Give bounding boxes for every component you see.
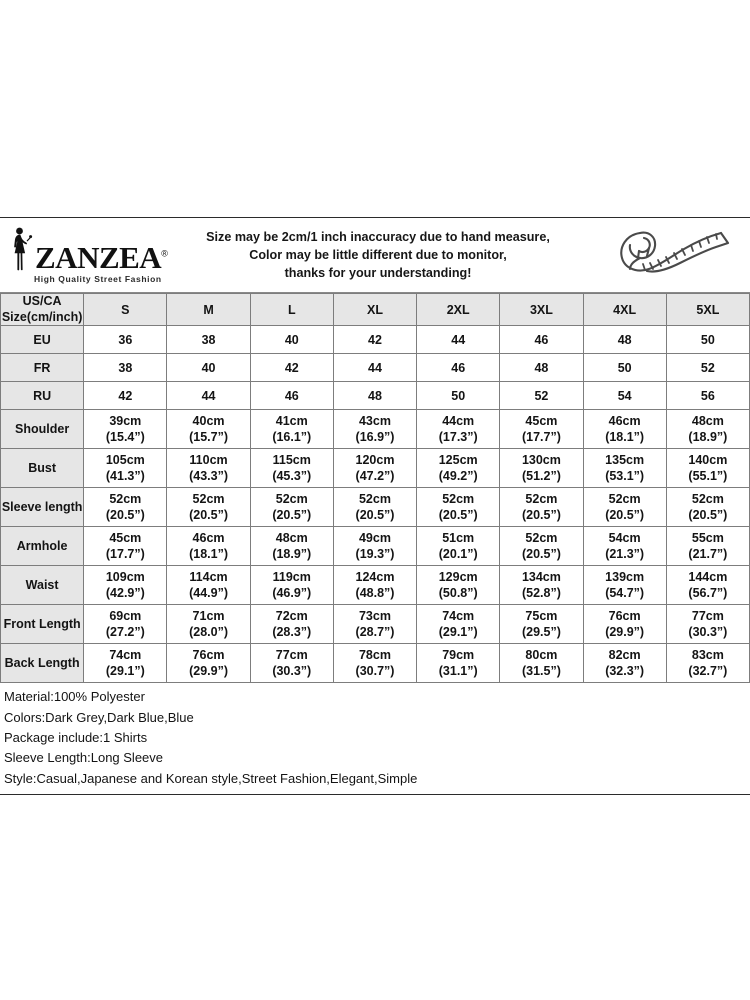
value-inch: (17.7”) — [105, 547, 145, 562]
cell-ru-xl: 48 — [333, 382, 416, 410]
row-label-ru: RU — [1, 382, 84, 410]
value-inch: (28.3”) — [272, 625, 312, 640]
value-inch: (31.1”) — [438, 664, 478, 679]
cell-armhole-l — [250, 527, 333, 566]
cell-ru-3xl: 52 — [500, 382, 583, 410]
cell-sleeve-4xl — [583, 488, 666, 527]
row-label-back-length: Back Length — [1, 644, 84, 683]
value-cm: 114cm — [189, 570, 228, 584]
value-inch: (17.3”) — [438, 430, 478, 445]
value-cm: 77cm — [275, 648, 308, 662]
value-inch: (21.7”) — [688, 547, 728, 562]
cell-fr-4xl: 50 — [583, 354, 666, 382]
value-inch: (28.7”) — [355, 625, 395, 640]
value-inch: (29.5”) — [521, 625, 561, 640]
cell-front-length-5xl — [666, 605, 749, 644]
cell-eu-m: 38 — [167, 326, 250, 354]
cell-shoulder-s — [84, 410, 167, 449]
value-inch: (56.7”) — [688, 586, 728, 601]
cell-bust-4xl — [583, 449, 666, 488]
spec-sleeve-length: Sleeve Length:Long Sleeve — [4, 750, 164, 766]
value-cm: 52cm — [109, 492, 142, 506]
value-cm: 130cm — [521, 453, 561, 467]
value-inch: (54.7”) — [605, 586, 645, 601]
value-inch: (53.1”) — [605, 469, 645, 484]
size-header-4xl: 4XL — [583, 294, 666, 326]
value-cm: 135cm — [605, 453, 645, 467]
value-inch: (41.3”) — [105, 469, 145, 484]
cell-back-length-2xl — [417, 644, 500, 683]
cell-eu-3xl: 46 — [500, 326, 583, 354]
cell-ru-m: 44 — [167, 382, 250, 410]
cell-fr-l: 42 — [250, 354, 333, 382]
value-cm: 52cm — [442, 492, 475, 506]
measuring-tape-icon — [616, 225, 734, 286]
size-header-s: S — [84, 294, 167, 326]
cell-shoulder-m — [167, 410, 250, 449]
value-cm: 75cm — [525, 609, 558, 623]
value-cm: 109cm — [105, 570, 145, 584]
cell-back-length-s — [84, 644, 167, 683]
cell-sleeve-l — [250, 488, 333, 527]
notice-line-3: thanks for your understanding! — [284, 266, 472, 281]
cell-armhole-3xl — [500, 527, 583, 566]
value-inch: (30.7”) — [355, 664, 395, 679]
brand-logo-row — [8, 226, 168, 275]
value-cm: 46cm — [608, 414, 641, 428]
value-cm: 45cm — [525, 414, 558, 428]
cell-front-length-s — [84, 605, 167, 644]
value-cm: 77cm — [691, 609, 724, 623]
value-inch: (47.2”) — [355, 469, 395, 484]
cell-waist-l — [250, 566, 333, 605]
cell-eu-5xl: 50 — [666, 326, 749, 354]
measurement-notice — [156, 228, 600, 283]
cell-eu-l: 40 — [250, 326, 333, 354]
size-header-3xl: 3XL — [500, 294, 583, 326]
cell-armhole-xl — [333, 527, 416, 566]
value-cm: 52cm — [358, 492, 391, 506]
value-inch: (20.5”) — [688, 508, 728, 523]
row-label-shoulder: Shoulder — [1, 410, 84, 449]
value-cm: 129cm — [438, 570, 478, 584]
cell-armhole-2xl — [417, 527, 500, 566]
tape-measure-illustration — [600, 225, 750, 286]
size-header-5xl: 5XL — [666, 294, 749, 326]
woman-silhouette-icon — [8, 226, 34, 272]
value-inch: (20.5”) — [105, 508, 145, 523]
value-cm: 120cm — [355, 453, 395, 467]
cell-shoulder-3xl — [500, 410, 583, 449]
cell-waist-m — [167, 566, 250, 605]
row-label-bust: Bust — [1, 449, 84, 488]
cell-sleeve-xl — [333, 488, 416, 527]
value-inch: (20.5”) — [521, 547, 561, 562]
table-corner-header — [1, 294, 84, 326]
value-inch: (55.1”) — [688, 469, 728, 484]
value-cm: 78cm — [358, 648, 391, 662]
brand-name — [35, 239, 168, 275]
cell-eu-4xl: 48 — [583, 326, 666, 354]
cell-armhole-s — [84, 527, 167, 566]
cell-waist-s — [84, 566, 167, 605]
value-cm: 52cm — [525, 492, 558, 506]
value-cm: 48cm — [691, 414, 724, 428]
table-row — [1, 605, 750, 644]
cell-bust-5xl — [666, 449, 749, 488]
cell-eu-2xl: 44 — [417, 326, 500, 354]
value-cm: 83cm — [691, 648, 724, 662]
cell-waist-xl — [333, 566, 416, 605]
value-inch: (50.8”) — [438, 586, 478, 601]
value-cm: 119cm — [272, 570, 311, 584]
cell-shoulder-5xl — [666, 410, 749, 449]
row-label-eu: EU — [1, 326, 84, 354]
table-row — [1, 382, 750, 410]
cell-back-length-m — [167, 644, 250, 683]
value-inch: (18.1”) — [189, 547, 228, 562]
value-cm: 44cm — [442, 414, 475, 428]
row-label-sleeve-length: Sleeve length — [1, 488, 84, 527]
value-cm: 52cm — [691, 492, 724, 506]
value-inch: (20.1”) — [438, 547, 478, 562]
cell-sleeve-2xl — [417, 488, 500, 527]
value-inch: (28.0”) — [189, 625, 228, 640]
value-cm: 134cm — [521, 570, 561, 584]
cell-fr-2xl: 46 — [417, 354, 500, 382]
cell-sleeve-3xl — [500, 488, 583, 527]
value-inch: (21.3”) — [605, 547, 645, 562]
value-inch: (27.2”) — [105, 625, 145, 640]
value-inch: (52.8”) — [521, 586, 561, 601]
table-row — [1, 488, 750, 527]
value-inch: (18.9”) — [688, 430, 728, 445]
cell-bust-m — [167, 449, 250, 488]
cell-sleeve-5xl — [666, 488, 749, 527]
cell-front-length-3xl — [500, 605, 583, 644]
value-inch: (49.2”) — [438, 469, 478, 484]
row-label-fr: FR — [1, 354, 84, 382]
table-row — [1, 566, 750, 605]
value-cm: 69cm — [109, 609, 142, 623]
value-inch: (32.3”) — [605, 664, 645, 679]
value-inch: (44.9”) — [189, 586, 228, 601]
cell-eu-xl: 42 — [333, 326, 416, 354]
cell-armhole-5xl — [666, 527, 749, 566]
size-header-m: M — [167, 294, 250, 326]
size-header-xl: XL — [333, 294, 416, 326]
value-cm: 76cm — [608, 609, 641, 623]
table-row — [1, 527, 750, 566]
value-cm: 48cm — [275, 531, 308, 545]
value-cm: 46cm — [192, 531, 225, 545]
value-cm: 76cm — [192, 648, 225, 662]
cell-front-length-4xl — [583, 605, 666, 644]
value-cm: 80cm — [525, 648, 558, 662]
value-cm: 82cm — [608, 648, 641, 662]
value-cm: 71cm — [192, 609, 225, 623]
value-inch: (46.9”) — [272, 586, 312, 601]
value-inch: (29.1”) — [438, 625, 478, 640]
corner-label-line-2: Size(cm/inch) — [1, 309, 83, 324]
product-specs — [0, 683, 750, 794]
value-inch: (45.3”) — [272, 469, 312, 484]
value-inch: (20.5”) — [272, 508, 312, 523]
value-inch: (16.9”) — [355, 430, 395, 445]
value-inch: (30.3”) — [688, 625, 728, 640]
value-cm: 73cm — [358, 609, 391, 623]
value-cm: 115cm — [272, 453, 311, 467]
cell-bust-l — [250, 449, 333, 488]
row-label-front-length: Front Length — [1, 605, 84, 644]
table-row — [1, 449, 750, 488]
cell-fr-s: 38 — [84, 354, 167, 382]
table-row — [1, 410, 750, 449]
value-inch: (42.9”) — [105, 586, 145, 601]
row-label-armhole: Armhole — [1, 527, 84, 566]
cell-waist-2xl — [417, 566, 500, 605]
cell-ru-s: 42 — [84, 382, 167, 410]
cell-shoulder-l — [250, 410, 333, 449]
spec-package: Package include:1 Shirts — [4, 730, 148, 746]
value-inch: (20.5”) — [189, 508, 228, 523]
cell-bust-3xl — [500, 449, 583, 488]
cell-shoulder-2xl — [417, 410, 500, 449]
cell-eu-s: 36 — [84, 326, 167, 354]
cell-fr-m: 40 — [167, 354, 250, 382]
spec-material: Material:100% Polyester — [4, 689, 145, 705]
value-cm: 52cm — [525, 531, 558, 545]
cell-ru-4xl: 54 — [583, 382, 666, 410]
cell-back-length-4xl — [583, 644, 666, 683]
value-inch: (32.7”) — [688, 664, 728, 679]
value-inch: (29.9”) — [189, 664, 228, 679]
value-cm: 41cm — [275, 414, 308, 428]
cell-fr-3xl: 48 — [500, 354, 583, 382]
value-cm: 124cm — [355, 570, 395, 584]
cell-fr-xl: 44 — [333, 354, 416, 382]
value-cm: 105cm — [105, 453, 145, 467]
size-header-l: L — [250, 294, 333, 326]
value-cm: 139cm — [605, 570, 645, 584]
value-inch: (19.3”) — [355, 547, 395, 562]
notice-line-2: Color may be little different due to monitor, — [249, 247, 507, 262]
cell-front-length-xl — [333, 605, 416, 644]
brand-tagline: High Quality Street Fashion — [34, 274, 162, 284]
value-inch: (20.5”) — [438, 508, 478, 523]
value-cm: 140cm — [688, 453, 728, 467]
value-cm: 52cm — [275, 492, 308, 506]
value-cm: 49cm — [358, 531, 391, 545]
cell-back-length-xl — [333, 644, 416, 683]
cell-front-length-m — [167, 605, 250, 644]
value-inch: (18.9”) — [272, 547, 312, 562]
value-cm: 40cm — [192, 414, 225, 428]
value-cm: 125cm — [438, 453, 478, 467]
table-header-row — [1, 294, 750, 326]
value-cm: 144cm — [688, 570, 728, 584]
value-cm: 43cm — [358, 414, 391, 428]
cell-back-length-3xl — [500, 644, 583, 683]
cell-waist-4xl — [583, 566, 666, 605]
value-cm: 39cm — [109, 414, 142, 428]
value-cm: 52cm — [608, 492, 641, 506]
cell-sleeve-s — [84, 488, 167, 527]
cell-back-length-5xl — [666, 644, 749, 683]
value-cm: 54cm — [608, 531, 641, 545]
spec-colors: Colors:Dark Grey,Dark Blue,Blue — [4, 709, 194, 725]
table-row — [1, 644, 750, 683]
table-row — [1, 354, 750, 382]
value-cm: 52cm — [192, 492, 225, 506]
size-chart-sheet — [0, 217, 750, 795]
value-inch: (20.5”) — [355, 508, 395, 523]
spec-style: Style:Casual,Japanese and Korean style,Street Fashion,Elegant,Simple — [4, 770, 418, 786]
row-label-waist: Waist — [1, 566, 84, 605]
value-cm: 110cm — [189, 453, 228, 467]
cell-fr-5xl: 52 — [666, 354, 749, 382]
chart-header-band — [0, 218, 750, 293]
value-inch: (29.1”) — [105, 664, 145, 679]
cell-front-length-l — [250, 605, 333, 644]
cell-ru-5xl: 56 — [666, 382, 749, 410]
value-cm: 79cm — [442, 648, 475, 662]
value-cm: 51cm — [442, 531, 475, 545]
cell-armhole-m — [167, 527, 250, 566]
cell-bust-s — [84, 449, 167, 488]
corner-label-line-1: US/CA — [22, 294, 62, 308]
value-inch: (31.5”) — [521, 664, 561, 679]
value-cm: 74cm — [109, 648, 142, 662]
value-inch: (17.7”) — [521, 430, 561, 445]
value-inch: (18.1”) — [605, 430, 645, 445]
cell-waist-5xl — [666, 566, 749, 605]
cell-back-length-l — [250, 644, 333, 683]
cell-front-length-2xl — [417, 605, 500, 644]
cell-shoulder-4xl — [583, 410, 666, 449]
value-cm: 74cm — [442, 609, 475, 623]
value-cm: 45cm — [109, 531, 142, 545]
brand-name-text: ZANZEA — [35, 239, 162, 275]
cell-armhole-4xl — [583, 527, 666, 566]
cell-waist-3xl — [500, 566, 583, 605]
value-inch: (15.4”) — [105, 430, 145, 445]
brand-logo — [0, 226, 168, 284]
value-inch: (43.3”) — [189, 469, 228, 484]
value-inch: (20.5”) — [605, 508, 645, 523]
cell-ru-l: 46 — [250, 382, 333, 410]
size-header-2xl: 2XL — [417, 294, 500, 326]
notice-line-1: Size may be 2cm/1 inch inaccuracy due to hand measure, — [206, 229, 550, 244]
table-row — [1, 326, 750, 354]
cell-bust-xl — [333, 449, 416, 488]
cell-bust-2xl — [417, 449, 500, 488]
cell-sleeve-m — [167, 488, 250, 527]
cell-shoulder-xl — [333, 410, 416, 449]
value-inch: (20.5”) — [521, 508, 561, 523]
value-inch: (15.7”) — [189, 430, 228, 445]
size-table — [0, 293, 750, 683]
value-inch: (48.8”) — [355, 586, 395, 601]
registered-mark: ® — [161, 248, 168, 259]
value-cm: 55cm — [691, 531, 724, 545]
cell-ru-2xl: 50 — [417, 382, 500, 410]
value-inch: (51.2”) — [521, 469, 561, 484]
value-cm: 72cm — [275, 609, 308, 623]
value-inch: (30.3”) — [272, 664, 312, 679]
value-inch: (29.9”) — [605, 625, 645, 640]
value-inch: (16.1”) — [272, 430, 312, 445]
